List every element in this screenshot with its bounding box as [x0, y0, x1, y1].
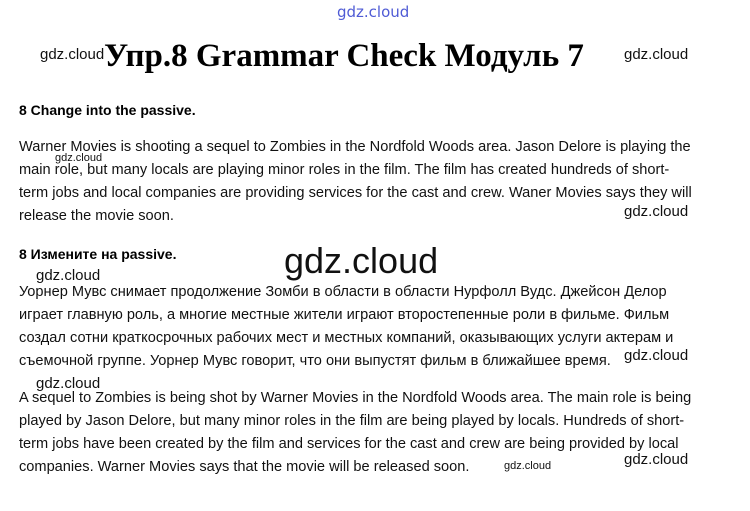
task-heading-en: 8 Change into the passive.: [19, 102, 196, 118]
watermark-p3-left: gdz.cloud: [36, 375, 101, 392]
task-en-line: main role, but many locals are playing minor roles in the film. The film has created hundreds of short-: [19, 162, 670, 178]
answer-line: played by Jason Delore, but many minor roles in the film are being played by locals. Hundreds of short-: [19, 413, 685, 429]
watermark-title-right: gdz.cloud: [624, 46, 689, 63]
watermark-tiny: gdz.cloud: [55, 152, 103, 164]
watermark-top: gdz.cloud: [337, 3, 410, 21]
task-ru-line: съемочной группе. Уорнер Мувс говорит, что они выпустят фильм в ближайшее время.: [19, 353, 611, 369]
watermark-p3-tiny: gdz.cloud: [504, 460, 552, 472]
page-title: Упр.8 Grammar Check Модуль 7: [104, 38, 584, 74]
task-ru-line: играет главную роль, а многие местные жители играют второстепенные роли в фильме. Фильм: [19, 307, 670, 323]
watermark-p2-right: gdz.cloud: [624, 347, 689, 364]
task-heading-ru: 8 Измените на passive.: [19, 246, 177, 262]
task-en-line: Warner Movies is shooting a sequel to Zombies in the Nordfold Woods area. Jason Delore is playing the: [19, 139, 691, 155]
watermark-p1-right: gdz.cloud: [624, 203, 689, 220]
watermark-center: gdz.cloud: [284, 240, 439, 281]
answer-line: A sequel to Zombies is being shot by Warner Movies in the Nordfold Woods area. The main role is being: [19, 390, 692, 406]
watermark-h2-below: gdz.cloud: [36, 267, 101, 284]
watermark-title-left: gdz.cloud: [40, 46, 105, 63]
task-ru-line: создал сотни краткосрочных рабочих мест и местных компаний, оказывающих услуги актерам и: [19, 330, 674, 346]
answer-line: term jobs have been created by the film and services for the cast and crew are being provided by local: [19, 436, 679, 452]
answer-line: companies. Warner Movies says that the movie will be released soon.: [19, 459, 470, 475]
task-ru-line: Уорнер Мувс снимает продолжение Зомби в области в области Нурфолл Вудс. Джейсон Делор: [19, 284, 667, 300]
task-en-line: release the movie soon.: [19, 208, 174, 224]
task-en-line: term jobs and local companies are providing services for the cast and crew. Waner Movies says they will: [19, 185, 692, 201]
watermark-p3-right: gdz.cloud: [624, 451, 689, 468]
